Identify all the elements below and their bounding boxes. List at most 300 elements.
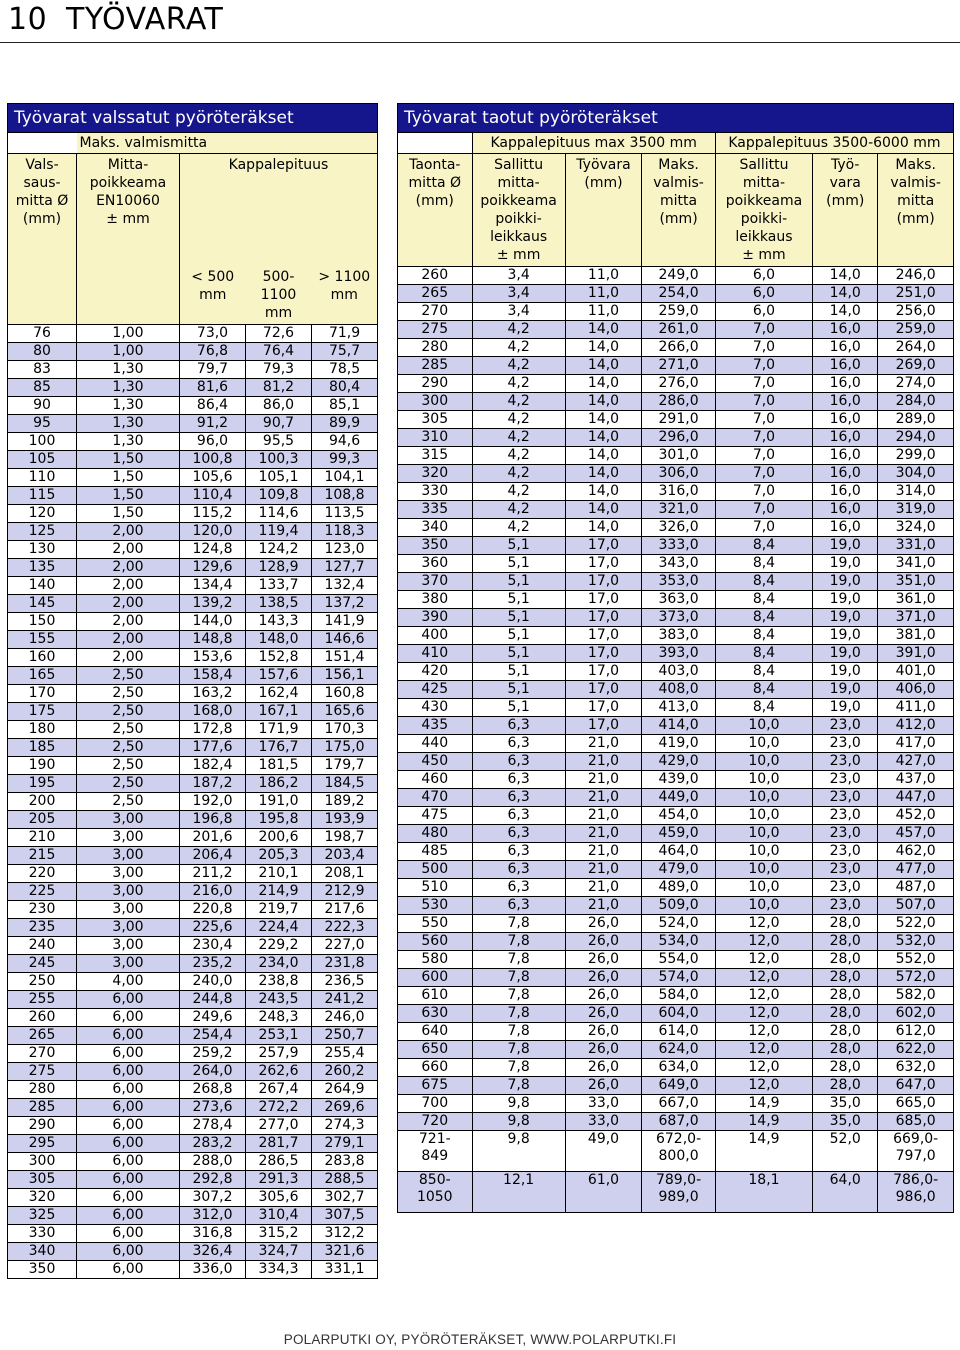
table-cell: 21,0 bbox=[565, 771, 642, 789]
table-cell: 485 bbox=[398, 843, 473, 861]
table-cell: 145 bbox=[8, 594, 77, 612]
table-cell: 14,0 bbox=[565, 393, 642, 411]
table-cell: 12,0 bbox=[715, 933, 812, 951]
table-cell: 7,8 bbox=[472, 933, 565, 951]
table-cell: 185 bbox=[8, 738, 77, 756]
table-row bbox=[398, 339, 954, 357]
table-cell: 172,8 bbox=[180, 720, 246, 738]
table-cell: 28,0 bbox=[813, 1059, 878, 1077]
table-cell: 134,4 bbox=[180, 576, 246, 594]
table-row bbox=[8, 594, 378, 612]
table-cell: 335 bbox=[398, 501, 473, 519]
table-cell: 390 bbox=[398, 609, 473, 627]
table-cell: 10,0 bbox=[715, 879, 812, 897]
table-row bbox=[8, 882, 378, 900]
table-row bbox=[398, 753, 954, 771]
table-cell: 146,6 bbox=[312, 630, 378, 648]
table-cell: 256,0 bbox=[878, 303, 954, 321]
table-cell: 5,1 bbox=[472, 681, 565, 699]
table-cell: 6,3 bbox=[472, 807, 565, 825]
table-cell: 411,0 bbox=[878, 699, 954, 717]
table-cell: 6,00 bbox=[77, 1116, 180, 1134]
table-row bbox=[8, 504, 378, 522]
table-cell: 8,4 bbox=[715, 681, 812, 699]
table-row bbox=[8, 954, 378, 972]
table-cell: 171,9 bbox=[246, 720, 312, 738]
table-cell: 86,4 bbox=[180, 396, 246, 414]
table-row bbox=[398, 1172, 954, 1213]
table-cell: 19,0 bbox=[813, 681, 878, 699]
table-cell: 274,0 bbox=[878, 375, 954, 393]
table-cell: 324,0 bbox=[878, 519, 954, 537]
table-cell: 291,0 bbox=[642, 411, 716, 429]
table-cell: 19,0 bbox=[813, 663, 878, 681]
table-cell: 10,0 bbox=[715, 735, 812, 753]
table-cell: 14,9 bbox=[715, 1131, 812, 1172]
table-cell: 447,0 bbox=[878, 789, 954, 807]
table-cell: 6,00 bbox=[77, 990, 180, 1008]
table-cell: 23,0 bbox=[813, 753, 878, 771]
table-cell: 305 bbox=[398, 411, 473, 429]
table-row bbox=[398, 825, 954, 843]
table-cell: 6,3 bbox=[472, 753, 565, 771]
table-cell: 137,2 bbox=[312, 594, 378, 612]
table-row bbox=[8, 810, 378, 828]
table-cell: 277,0 bbox=[246, 1116, 312, 1134]
table-cell: 16,0 bbox=[813, 465, 878, 483]
table-cell: 2,50 bbox=[77, 702, 180, 720]
table-cell: 259,0 bbox=[878, 321, 954, 339]
table-cell: 23,0 bbox=[813, 843, 878, 861]
table-cell: 7,8 bbox=[472, 1077, 565, 1095]
table-cell: 363,0 bbox=[642, 591, 716, 609]
table-row bbox=[8, 486, 378, 504]
table-cell: 353,0 bbox=[642, 573, 716, 591]
table-cell: 6,0 bbox=[715, 267, 812, 285]
table-cell: 189,2 bbox=[312, 792, 378, 810]
table-cell: 6,00 bbox=[77, 1152, 180, 1170]
table-cell: 180 bbox=[8, 720, 77, 738]
table-cell: 193,9 bbox=[312, 810, 378, 828]
table-cell: 393,0 bbox=[642, 645, 716, 663]
table-cell: 1,50 bbox=[77, 450, 180, 468]
table-cell: 190 bbox=[8, 756, 77, 774]
table-cell: 480 bbox=[398, 825, 473, 843]
table-cell: 208,1 bbox=[312, 864, 378, 882]
table-cell: 6,00 bbox=[77, 1044, 180, 1062]
table-cell: 245 bbox=[8, 954, 77, 972]
table-cell: 285 bbox=[398, 357, 473, 375]
table-cell: 17,0 bbox=[565, 537, 642, 555]
table-cell: 612,0 bbox=[878, 1023, 954, 1041]
table-cell: 307,2 bbox=[180, 1188, 246, 1206]
table-cell: 449,0 bbox=[642, 789, 716, 807]
table-cell: 95,5 bbox=[246, 432, 312, 450]
table-cell: 130 bbox=[8, 540, 77, 558]
table-cell: 1,30 bbox=[77, 414, 180, 432]
table-cell: 534,0 bbox=[642, 933, 716, 951]
table-cell: 4,2 bbox=[472, 393, 565, 411]
table-cell: 64,0 bbox=[813, 1172, 878, 1213]
table-cell: 7,0 bbox=[715, 411, 812, 429]
table-cell: 12,1 bbox=[472, 1172, 565, 1213]
table-cell: 16,0 bbox=[813, 519, 878, 537]
table-cell: 305 bbox=[8, 1170, 77, 1188]
table-cell: 108,8 bbox=[312, 486, 378, 504]
table-cell: 10,0 bbox=[715, 771, 812, 789]
table-cell: 276,0 bbox=[642, 375, 716, 393]
table-cell: 14,0 bbox=[813, 303, 878, 321]
table-row bbox=[8, 1242, 378, 1260]
table-cell: 3,00 bbox=[77, 810, 180, 828]
table-cell: 21,0 bbox=[565, 753, 642, 771]
table-row bbox=[398, 285, 954, 303]
table-cell: 10,0 bbox=[715, 717, 812, 735]
table-cell: 23,0 bbox=[813, 789, 878, 807]
table-cell: 113,5 bbox=[312, 504, 378, 522]
table-cell: 300 bbox=[398, 393, 473, 411]
table-cell: 2,50 bbox=[77, 720, 180, 738]
table-cell: 786,0- 986,0 bbox=[878, 1172, 954, 1213]
table-cell: 19,0 bbox=[813, 627, 878, 645]
table-cell: 158,4 bbox=[180, 666, 246, 684]
table-cell: 340 bbox=[8, 1242, 77, 1260]
table-cell: 1,50 bbox=[77, 486, 180, 504]
table-cell: 1,30 bbox=[77, 396, 180, 414]
table-cell: 2,00 bbox=[77, 576, 180, 594]
table-cell: 250 bbox=[8, 972, 77, 990]
table-cell: 1,50 bbox=[77, 468, 180, 486]
table-cell: 35,0 bbox=[813, 1095, 878, 1113]
table-cell: 85,1 bbox=[312, 396, 378, 414]
table-cell: 669,0- 797,0 bbox=[878, 1131, 954, 1172]
table-cell: 6,3 bbox=[472, 771, 565, 789]
table-cell: 19,0 bbox=[813, 699, 878, 717]
table-cell: 241,2 bbox=[312, 990, 378, 1008]
table-cell: 249,6 bbox=[180, 1008, 246, 1026]
table-cell: 320 bbox=[398, 465, 473, 483]
table-cell: 288,0 bbox=[180, 1152, 246, 1170]
table-cell: 7,0 bbox=[715, 501, 812, 519]
table-row bbox=[398, 627, 954, 645]
table-cell: 26,0 bbox=[565, 951, 642, 969]
table-cell: 23,0 bbox=[813, 735, 878, 753]
table-cell: 336,0 bbox=[180, 1260, 246, 1278]
table-cell: 165 bbox=[8, 666, 77, 684]
table-row bbox=[398, 429, 954, 447]
table-cell: 192,0 bbox=[180, 792, 246, 810]
table-cell: 160,8 bbox=[312, 684, 378, 702]
table-cell: 16,0 bbox=[813, 429, 878, 447]
table-cell: 391,0 bbox=[878, 645, 954, 663]
table-cell: 26,0 bbox=[565, 915, 642, 933]
table-cell: 78,5 bbox=[312, 360, 378, 378]
table-cell: 151,4 bbox=[312, 648, 378, 666]
table-cell: 296,0 bbox=[642, 429, 716, 447]
table-cell: 260 bbox=[398, 267, 473, 285]
table-cell: 219,7 bbox=[246, 900, 312, 918]
table-cell: 3,00 bbox=[77, 918, 180, 936]
page-footer: POLARPUTKI OY, PYÖRÖTERÄKSET, WWW.POLARPUTKI.FI bbox=[283, 1332, 677, 1347]
table-cell: 215 bbox=[8, 846, 77, 864]
table-cell: 14,9 bbox=[715, 1113, 812, 1131]
table-cell: 574,0 bbox=[642, 969, 716, 987]
table-cell: 7,0 bbox=[715, 375, 812, 393]
table-cell: 182,4 bbox=[180, 756, 246, 774]
table-cell: 21,0 bbox=[565, 897, 642, 915]
table-cell: 419,0 bbox=[642, 735, 716, 753]
table-cell: 114,6 bbox=[246, 504, 312, 522]
table-cell: 224,4 bbox=[246, 918, 312, 936]
table-row bbox=[8, 1206, 378, 1224]
table-cell: 254,0 bbox=[642, 285, 716, 303]
table-cell: 279,1 bbox=[312, 1134, 378, 1152]
table-cell: 21,0 bbox=[565, 879, 642, 897]
table-cell: 266,0 bbox=[642, 339, 716, 357]
table-cell: 509,0 bbox=[642, 897, 716, 915]
page-number: 10 bbox=[8, 2, 48, 37]
table-cell: 21,0 bbox=[565, 825, 642, 843]
table-cell: 206,4 bbox=[180, 846, 246, 864]
table-cell: 201,6 bbox=[180, 828, 246, 846]
table-cell: 90,7 bbox=[246, 414, 312, 432]
table-cell: 4,2 bbox=[472, 339, 565, 357]
table-cell: 94,6 bbox=[312, 432, 378, 450]
table-cell: 408,0 bbox=[642, 681, 716, 699]
table-cell: 582,0 bbox=[878, 987, 954, 1005]
table-cell: 28,0 bbox=[813, 1041, 878, 1059]
table-row bbox=[398, 1059, 954, 1077]
table-row bbox=[398, 357, 954, 375]
table-cell: 14,0 bbox=[565, 411, 642, 429]
table-cell: 186,2 bbox=[246, 774, 312, 792]
table-row bbox=[8, 1062, 378, 1080]
table-row bbox=[398, 591, 954, 609]
table-cell: 99,3 bbox=[312, 450, 378, 468]
table-cell: 243,5 bbox=[246, 990, 312, 1008]
table-cell: 10,0 bbox=[715, 861, 812, 879]
table-cell: 532,0 bbox=[878, 933, 954, 951]
table-cell: 319,0 bbox=[878, 501, 954, 519]
table-cell: 300 bbox=[8, 1152, 77, 1170]
table-cell: 299,0 bbox=[878, 447, 954, 465]
table-cell: 26,0 bbox=[565, 987, 642, 1005]
table-cell: 210 bbox=[8, 828, 77, 846]
table-row bbox=[8, 612, 378, 630]
table-cell: 3,00 bbox=[77, 882, 180, 900]
table-cell: 26,0 bbox=[565, 1005, 642, 1023]
table-cell: 10,0 bbox=[715, 825, 812, 843]
table-cell: 12,0 bbox=[715, 1077, 812, 1095]
table-row bbox=[398, 861, 954, 879]
table-cell: 35,0 bbox=[813, 1113, 878, 1131]
table-cell: 222,3 bbox=[312, 918, 378, 936]
table-row bbox=[398, 1023, 954, 1041]
table-cell: 271,0 bbox=[642, 357, 716, 375]
table-cell: 23,0 bbox=[813, 825, 878, 843]
table-cell: 262,6 bbox=[246, 1062, 312, 1080]
table-cell: 167,1 bbox=[246, 702, 312, 720]
table-cell: 105 bbox=[8, 450, 77, 468]
table-cell: 530 bbox=[398, 897, 473, 915]
table-cell: 312,0 bbox=[180, 1206, 246, 1224]
table-cell: 234,0 bbox=[246, 954, 312, 972]
table-cell: 6,00 bbox=[77, 1098, 180, 1116]
table-cell: 195,8 bbox=[246, 810, 312, 828]
table-cell: 14,0 bbox=[565, 375, 642, 393]
table-cell: 96,0 bbox=[180, 432, 246, 450]
table-row bbox=[398, 501, 954, 519]
table-cell: 6,00 bbox=[77, 1062, 180, 1080]
table-cell: 7,0 bbox=[715, 321, 812, 339]
table-cell: 439,0 bbox=[642, 771, 716, 789]
table-cell: 7,0 bbox=[715, 519, 812, 537]
table-row bbox=[8, 702, 378, 720]
table-cell: 19,0 bbox=[813, 573, 878, 591]
table-cell: 76 bbox=[8, 324, 77, 342]
table-cell: 12,0 bbox=[715, 1059, 812, 1077]
table-cell: 6,3 bbox=[472, 843, 565, 861]
table-cell: 81,2 bbox=[246, 378, 312, 396]
table-row bbox=[398, 447, 954, 465]
table-row bbox=[398, 681, 954, 699]
table-cell: 7,0 bbox=[715, 393, 812, 411]
table-cell: 28,0 bbox=[813, 1005, 878, 1023]
table-cell: 283,2 bbox=[180, 1134, 246, 1152]
table-cell: 268,8 bbox=[180, 1080, 246, 1098]
table-cell: 310 bbox=[398, 429, 473, 447]
table-cell: 267,4 bbox=[246, 1080, 312, 1098]
table-cell: 470 bbox=[398, 789, 473, 807]
table-cell: 152,8 bbox=[246, 648, 312, 666]
table-cell: 168,0 bbox=[180, 702, 246, 720]
table-cell: 128,9 bbox=[246, 558, 312, 576]
table-cell: 227,0 bbox=[312, 936, 378, 954]
table-cell: 95 bbox=[8, 414, 77, 432]
table-cell: 284,0 bbox=[878, 393, 954, 411]
table-row bbox=[398, 519, 954, 537]
table-cell: 667,0 bbox=[642, 1095, 716, 1113]
table-cell: 236,5 bbox=[312, 972, 378, 990]
table-cell: 26,0 bbox=[565, 969, 642, 987]
table-row bbox=[398, 717, 954, 735]
table-cell: 4,2 bbox=[472, 501, 565, 519]
table-cell: 265 bbox=[8, 1026, 77, 1044]
table-cell: 140 bbox=[8, 576, 77, 594]
table-cell: 285 bbox=[8, 1098, 77, 1116]
table-cell: 321,6 bbox=[312, 1242, 378, 1260]
table-cell: 417,0 bbox=[878, 735, 954, 753]
table-cell: 21,0 bbox=[565, 789, 642, 807]
table-cell: 6,00 bbox=[77, 1134, 180, 1152]
table-row bbox=[8, 1008, 378, 1026]
table-cell: 4,2 bbox=[472, 447, 565, 465]
table-row bbox=[398, 267, 954, 285]
table-cell: 255 bbox=[8, 990, 77, 1008]
table-cell: 5,1 bbox=[472, 699, 565, 717]
table-cell: 7,8 bbox=[472, 1005, 565, 1023]
page-title: TYÖVARAT bbox=[66, 2, 224, 37]
table-cell: 269,0 bbox=[878, 357, 954, 375]
table-cell: 307,5 bbox=[312, 1206, 378, 1224]
table-cell: 129,6 bbox=[180, 558, 246, 576]
table-cell: 326,4 bbox=[180, 1242, 246, 1260]
table-cell: 273,6 bbox=[180, 1098, 246, 1116]
table-row bbox=[398, 699, 954, 717]
table-row bbox=[8, 558, 378, 576]
table-cell: 23,0 bbox=[813, 807, 878, 825]
table-cell: 133,7 bbox=[246, 576, 312, 594]
table-cell: 120,0 bbox=[180, 522, 246, 540]
table-cell: 351,0 bbox=[878, 573, 954, 591]
table-cell: 687,0 bbox=[642, 1113, 716, 1131]
table-cell: 246,0 bbox=[878, 267, 954, 285]
table-cell: 312,2 bbox=[312, 1224, 378, 1242]
table-cell: 230,4 bbox=[180, 936, 246, 954]
table-row bbox=[8, 738, 378, 756]
col-header-cross-tolerance-b: Sallittu mitta- poikkeama poikki- leikkaus ± mm bbox=[715, 154, 812, 267]
table-row bbox=[8, 1080, 378, 1098]
table-cell: 17,0 bbox=[565, 699, 642, 717]
table-cell: 235 bbox=[8, 918, 77, 936]
table-cell: 7,0 bbox=[715, 429, 812, 447]
table-cell: 19,0 bbox=[813, 591, 878, 609]
table-cell: 160 bbox=[8, 648, 77, 666]
table-cell: 148,0 bbox=[246, 630, 312, 648]
table-cell: 632,0 bbox=[878, 1059, 954, 1077]
table-row bbox=[398, 483, 954, 501]
table-cell: 406,0 bbox=[878, 681, 954, 699]
table-cell: 8,4 bbox=[715, 591, 812, 609]
table-row bbox=[398, 915, 954, 933]
table-cell: 187,2 bbox=[180, 774, 246, 792]
col-header-gt-1100: > 1100 mm bbox=[312, 266, 378, 325]
table-cell: 110 bbox=[8, 468, 77, 486]
table-cell: 21,0 bbox=[565, 735, 642, 753]
table-cell: 305,6 bbox=[246, 1188, 312, 1206]
table-row bbox=[398, 555, 954, 573]
table-cell: 14,0 bbox=[565, 519, 642, 537]
table-row bbox=[8, 378, 378, 396]
table-cell: 420 bbox=[398, 663, 473, 681]
table-cell: 278,4 bbox=[180, 1116, 246, 1134]
table-cell: 72,6 bbox=[246, 324, 312, 342]
table-row bbox=[8, 1260, 378, 1278]
table-cell: 10,0 bbox=[715, 753, 812, 771]
table-cell: 141,9 bbox=[312, 612, 378, 630]
table-row bbox=[8, 918, 378, 936]
table-cell: 100,3 bbox=[246, 450, 312, 468]
table-cell: 81,6 bbox=[180, 378, 246, 396]
table-cell: 6,0 bbox=[715, 303, 812, 321]
group-header-3500-6000: Kappalepituus 3500-6000 mm bbox=[715, 133, 953, 154]
table-cell: 789,0- 989,0 bbox=[642, 1172, 716, 1213]
table-cell: 460 bbox=[398, 771, 473, 789]
table-cell: 3,00 bbox=[77, 954, 180, 972]
table-cell: 28,0 bbox=[813, 969, 878, 987]
table-cell: 634,0 bbox=[642, 1059, 716, 1077]
table-cell: 381,0 bbox=[878, 627, 954, 645]
table-cell: 16,0 bbox=[813, 393, 878, 411]
table-row bbox=[8, 828, 378, 846]
table-cell: 12,0 bbox=[715, 969, 812, 987]
table-cell: 5,1 bbox=[472, 627, 565, 645]
table-cell: 5,1 bbox=[472, 573, 565, 591]
table-row bbox=[398, 1041, 954, 1059]
table-row bbox=[398, 645, 954, 663]
table-row bbox=[398, 1113, 954, 1131]
table-cell: 9,8 bbox=[472, 1095, 565, 1113]
